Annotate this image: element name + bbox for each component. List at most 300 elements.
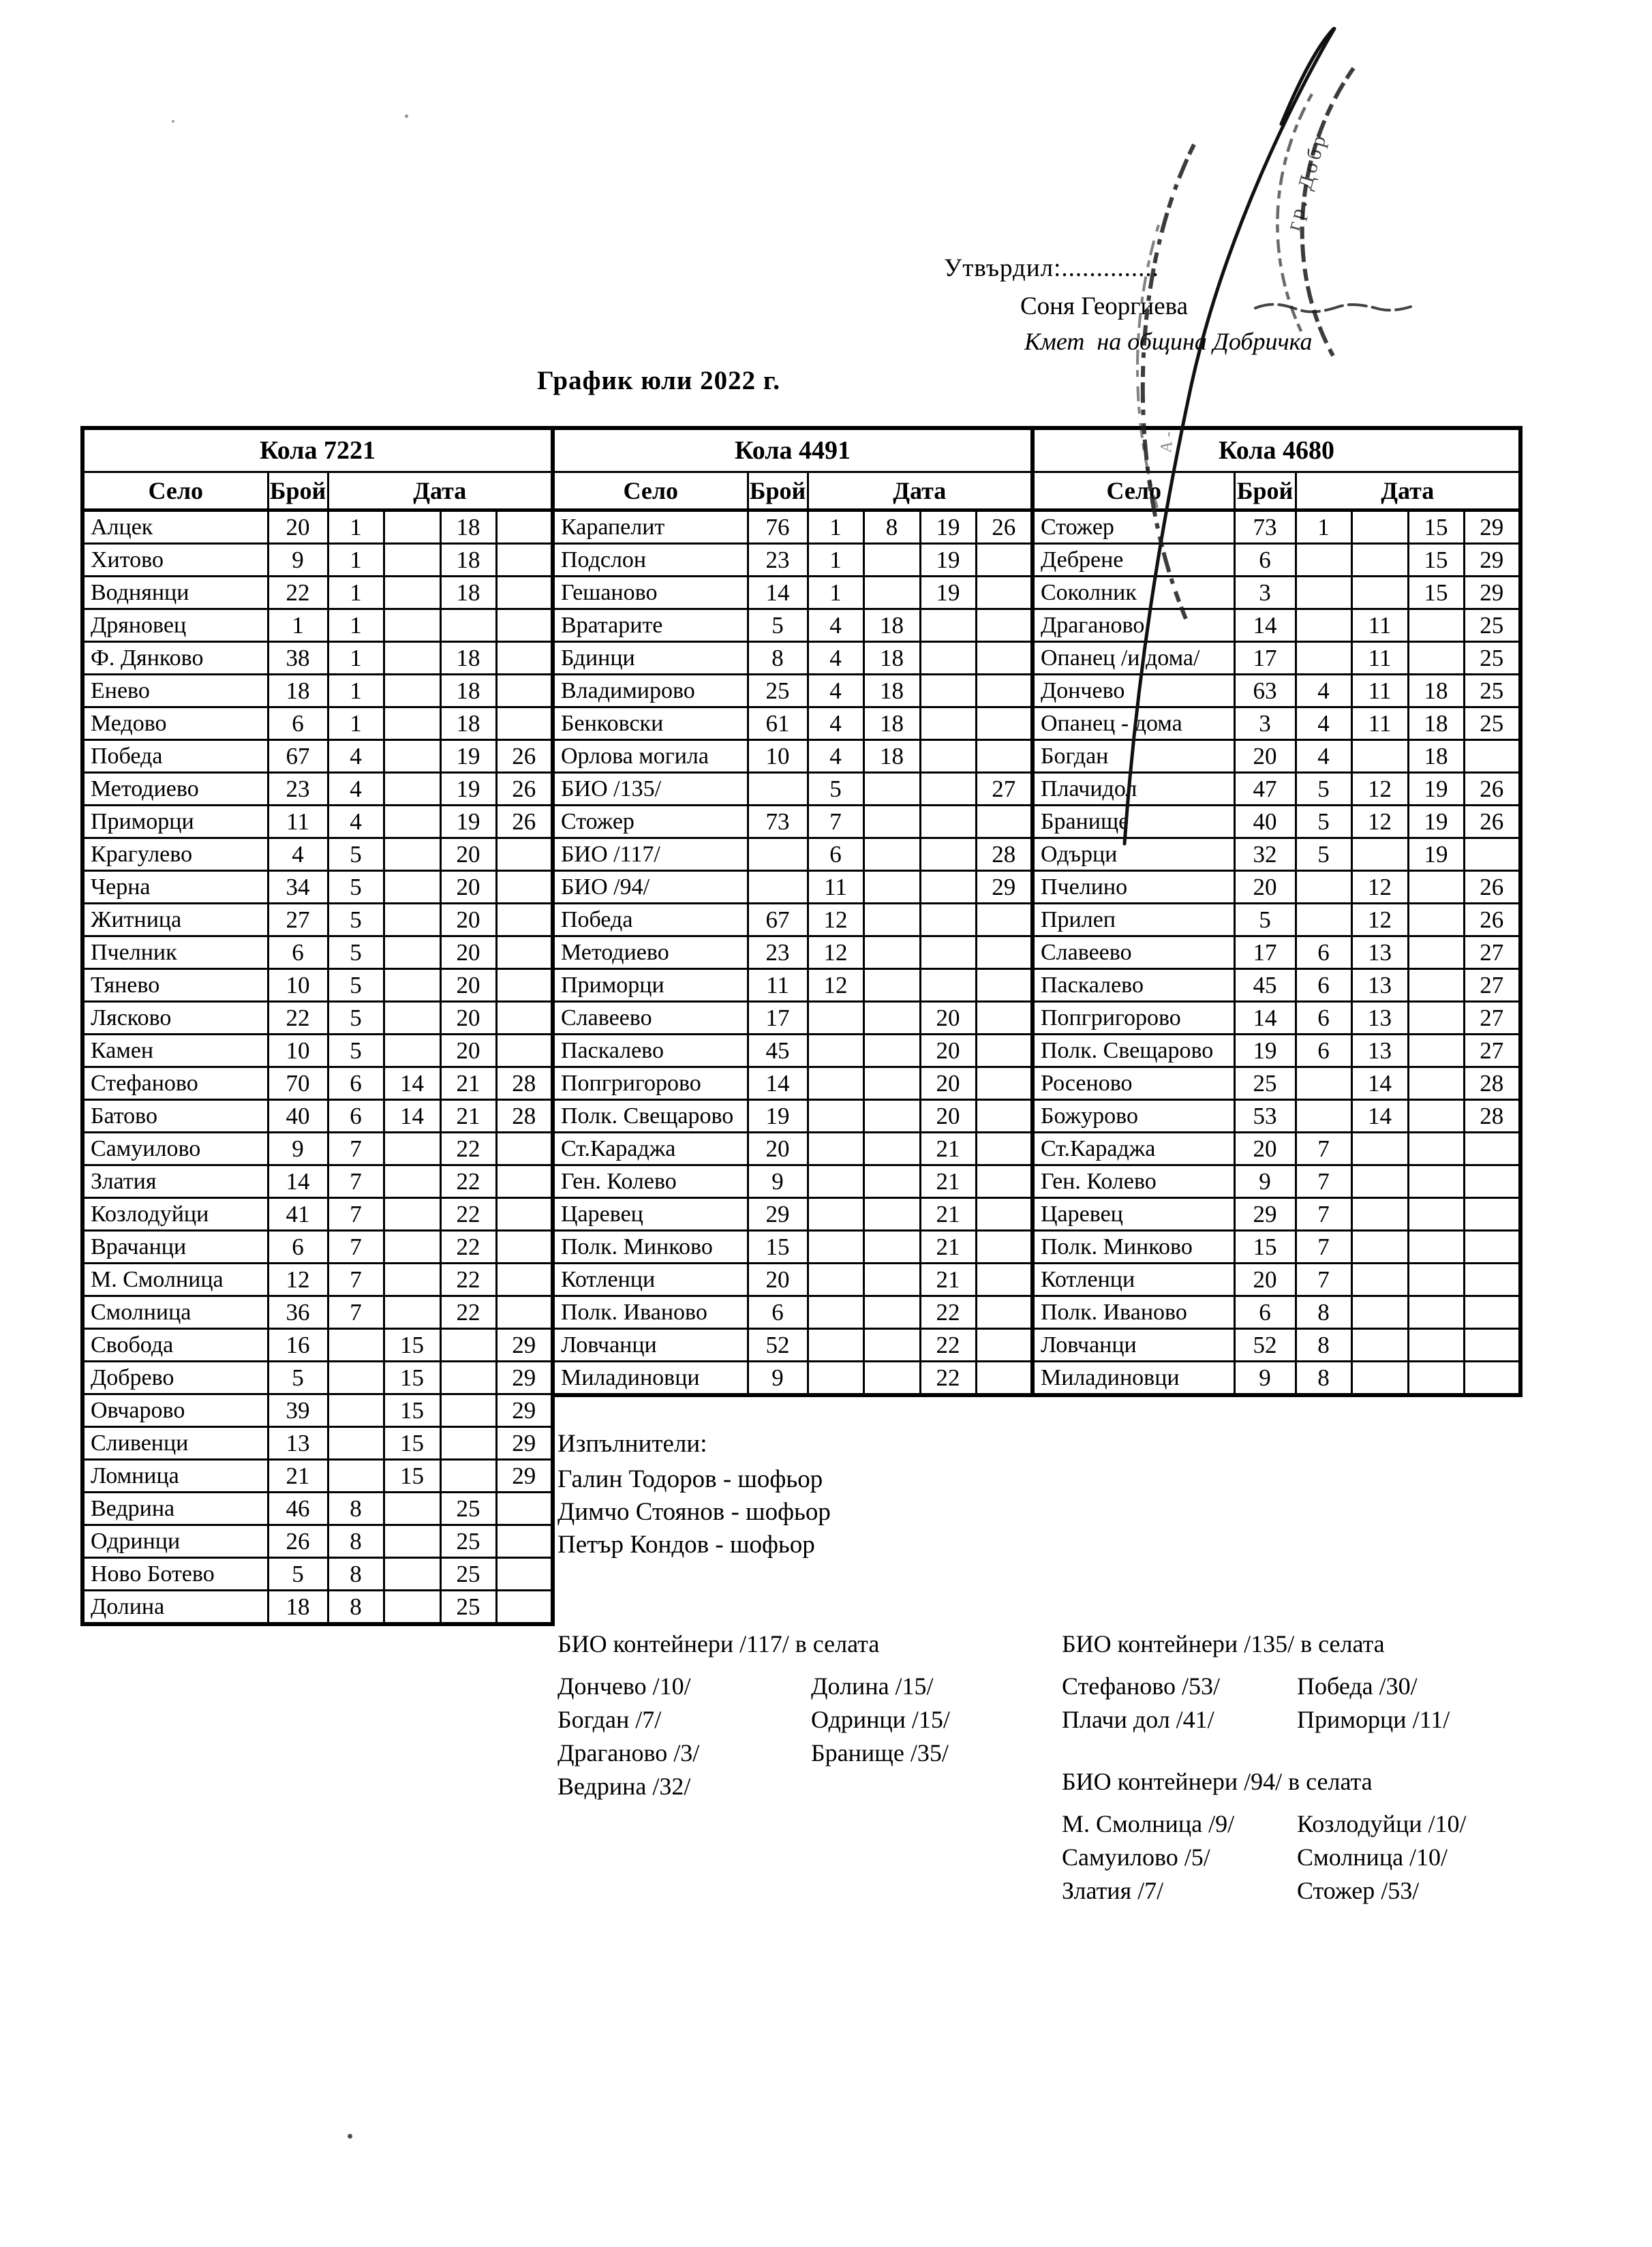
table-row [82,1002,553,1035]
date-cell: 18 [440,675,496,707]
date-cell: 6 [328,1067,384,1100]
date-cell [863,577,920,609]
count-cell: 20 [1234,1133,1296,1165]
village-name-cell: Полк. Минково [553,1231,748,1264]
date-cell [384,936,440,969]
date-cell: 20 [920,1067,976,1100]
table-row [1032,1133,1520,1165]
bio-village-entry: Богдан /7/ [557,1706,662,1733]
bio-village-entry: Победа /30/ [1297,1672,1418,1700]
bio-village-entry: Приморци /11/ [1297,1706,1450,1733]
date-cell: 27 [1464,936,1520,969]
date-cell [1351,1296,1408,1329]
date-cell: 1 [328,609,384,642]
date-cell [920,969,976,1002]
date-cell [1296,871,1351,904]
date-cell [1464,740,1520,773]
date-cell [1408,1165,1464,1198]
date-cell [1464,1296,1520,1329]
date-cell: 7 [328,1165,384,1198]
date-cell [808,1264,863,1296]
date-cell [1408,969,1464,1002]
date-cell: 19 [1408,806,1464,838]
date-cell: 12 [1351,904,1408,936]
village-name-cell: Подслон [553,544,748,577]
date-cell [440,1394,496,1427]
village-name-cell: Попгригорово [1032,1002,1234,1035]
date-cell [384,510,440,544]
date-cell: 15 [384,1427,440,1460]
village-name-cell: Победа [82,740,268,773]
date-cell: 15 [1408,510,1464,544]
column-header-date: Дата [328,472,553,510]
date-cell: 27 [1464,969,1520,1002]
date-cell [496,544,553,577]
bio-94-col2 [1297,1807,1466,1908]
date-cell: 21 [440,1067,496,1100]
column-header-row [553,472,1032,510]
village-name-cell: Камен [82,1035,268,1067]
date-cell [1296,1067,1351,1100]
date-cell: 22 [920,1362,976,1396]
table-row [553,838,1032,871]
date-cell: 15 [1408,544,1464,577]
village-name-cell: Бранище [1032,806,1234,838]
table-row [82,707,553,740]
bio-containers-94-block [1062,1765,1466,1908]
village-name-cell: Свобода [82,1329,268,1362]
date-cell: 15 [384,1394,440,1427]
count-cell: 76 [748,510,808,544]
date-cell [1408,1067,1464,1100]
date-cell: 19 [1408,773,1464,806]
date-cell: 7 [1296,1133,1351,1165]
village-name-cell: Паскалево [1032,969,1234,1002]
date-cell: 12 [808,936,863,969]
count-cell: 21 [268,1460,328,1493]
village-name-cell: Царевец [1032,1198,1234,1231]
date-cell: 29 [1464,544,1520,577]
date-cell: 21 [920,1165,976,1198]
bio-village-entry: Златия /7/ [1062,1877,1164,1904]
count-cell: 47 [1234,773,1296,806]
date-cell [384,1558,440,1591]
village-name-cell: Божурово [1032,1100,1234,1133]
date-cell: 21 [920,1264,976,1296]
village-name-cell: Хитово [82,544,268,577]
date-cell [976,707,1032,740]
date-cell: 18 [440,707,496,740]
date-cell [1464,1165,1520,1198]
table-row [1032,1100,1520,1133]
date-cell [863,1264,920,1296]
table-row [553,773,1032,806]
date-cell: 25 [1464,642,1520,675]
count-cell: 20 [748,1264,808,1296]
bio-village-entry: М. Смолница /9/ [1062,1810,1235,1837]
date-cell: 29 [496,1460,553,1493]
village-name-cell: Ген. Колево [1032,1165,1234,1198]
table-row [1032,838,1520,871]
date-cell: 22 [920,1329,976,1362]
date-cell [440,1427,496,1460]
date-cell: 1 [328,510,384,544]
date-cell: 7 [328,1296,384,1329]
date-cell [863,904,920,936]
date-cell [976,1198,1032,1231]
date-cell: 20 [440,904,496,936]
date-cell: 19 [920,544,976,577]
table-row [82,1427,553,1460]
count-cell: 12 [268,1264,328,1296]
table-row [1032,544,1520,577]
count-cell: 10 [748,740,808,773]
date-cell: 13 [1351,1002,1408,1035]
date-cell: 13 [1351,1035,1408,1067]
village-name-cell: Дебрене [1032,544,1234,577]
date-cell: 8 [328,1591,384,1625]
date-cell: 8 [1296,1329,1351,1362]
count-cell: 5 [268,1362,328,1394]
date-cell: 1 [808,544,863,577]
count-cell: 20 [268,510,328,544]
date-cell [1408,1002,1464,1035]
village-name-cell: Дончево [1032,675,1234,707]
date-cell [976,1296,1032,1329]
count-cell: 11 [748,969,808,1002]
date-cell: 7 [328,1231,384,1264]
date-cell: 18 [863,642,920,675]
date-cell [496,969,553,1002]
bio-village-entry: Самуилово /5/ [1062,1844,1210,1871]
scan-speck [348,2134,352,2139]
date-cell: 26 [496,773,553,806]
village-name-cell: Ломница [82,1460,268,1493]
bio-village-entry: Стожер /53/ [1297,1877,1420,1904]
date-cell: 4 [808,609,863,642]
count-cell: 5 [1234,904,1296,936]
date-cell [384,675,440,707]
date-cell [863,838,920,871]
table-row [82,642,553,675]
count-cell: 41 [268,1198,328,1231]
date-cell: 20 [440,838,496,871]
date-cell: 5 [328,969,384,1002]
village-name-cell: Ф. Дянково [82,642,268,675]
signature-squiggle [1255,305,1411,312]
date-cell [384,577,440,609]
count-cell: 9 [268,1133,328,1165]
column-header-count: Брой [268,472,328,510]
table-row [553,675,1032,707]
date-cell: 4 [328,740,384,773]
date-cell [384,773,440,806]
count-cell: 45 [748,1035,808,1067]
table-row [1032,707,1520,740]
village-name-cell: БИО /94/ [553,871,748,904]
village-name-cell: Попгригорово [553,1067,748,1100]
table-row [82,1525,553,1558]
count-cell: 19 [1234,1035,1296,1067]
date-cell [384,1264,440,1296]
count-cell: 32 [1234,838,1296,871]
table-row [1032,1035,1520,1067]
date-cell: 5 [1296,806,1351,838]
table-row [553,1035,1032,1067]
date-cell: 11 [1351,675,1408,707]
date-cell [384,1493,440,1525]
date-cell [328,1460,384,1493]
village-name-cell: Сливенци [82,1427,268,1460]
date-cell: 11 [1351,707,1408,740]
table-row [553,1329,1032,1362]
count-cell: 1 [268,609,328,642]
column-header-row [1032,472,1520,510]
village-name-cell: Ловчанци [1032,1329,1234,1362]
date-cell [1408,1198,1464,1231]
date-cell: 4 [1296,740,1351,773]
approver-name: Соня Георгиева [1020,292,1189,320]
date-cell: 18 [440,544,496,577]
table-row [553,510,1032,544]
count-cell: 53 [1234,1100,1296,1133]
date-cell [1296,904,1351,936]
date-cell [328,1329,384,1362]
date-cell [863,936,920,969]
date-cell [808,1100,863,1133]
date-cell: 19 [920,577,976,609]
column-header-count: Брой [1234,472,1296,510]
count-cell: 36 [268,1296,328,1329]
date-cell [1296,609,1351,642]
date-cell: 13 [1351,936,1408,969]
date-cell: 26 [1464,904,1520,936]
count-cell: 63 [1234,675,1296,707]
date-cell [1408,1231,1464,1264]
table-row [1032,609,1520,642]
date-cell [863,544,920,577]
date-cell: 19 [440,740,496,773]
village-name-cell: Смолница [82,1296,268,1329]
date-cell [863,1067,920,1100]
date-cell: 7 [808,806,863,838]
count-cell [748,871,808,904]
table-row [553,609,1032,642]
count-cell: 52 [1234,1329,1296,1362]
date-cell [440,609,496,642]
date-cell [863,969,920,1002]
date-cell: 29 [1464,577,1520,609]
date-cell [976,675,1032,707]
table-row [1032,577,1520,609]
count-cell: 40 [268,1100,328,1133]
date-cell [384,707,440,740]
village-name-cell: Богдан [1032,740,1234,773]
date-cell: 28 [496,1067,553,1100]
count-cell: 23 [748,936,808,969]
date-cell [976,1100,1032,1133]
column-header-village: Село [553,472,748,510]
approver-role: Кмет на община Добричка [1024,328,1313,355]
date-cell [976,1165,1032,1198]
date-cell [1408,1329,1464,1362]
table-body [553,510,1032,1396]
count-cell: 46 [268,1493,328,1525]
date-cell [863,1002,920,1035]
table-row [553,642,1032,675]
date-cell: 18 [863,609,920,642]
count-cell: 20 [1234,871,1296,904]
date-cell [976,936,1032,969]
date-cell: 18 [1408,707,1464,740]
date-cell: 28 [496,1100,553,1133]
date-cell: 5 [328,1035,384,1067]
table-row [1032,969,1520,1002]
village-name-cell: Полк. Свещарово [1032,1035,1234,1067]
date-cell [1408,1100,1464,1133]
date-cell [496,1493,553,1525]
date-cell: 21 [920,1133,976,1165]
table-row [82,806,553,838]
date-cell [496,675,553,707]
date-cell [1296,544,1351,577]
executors-list [557,1463,831,1561]
date-cell: 4 [328,773,384,806]
date-cell [920,707,976,740]
count-cell: 39 [268,1394,328,1427]
table-row [553,969,1032,1002]
table-row [1032,1165,1520,1198]
date-cell [384,1165,440,1198]
date-cell: 11 [808,871,863,904]
table-row [82,1362,553,1394]
date-cell [496,642,553,675]
table-row [82,510,553,544]
table-row [553,871,1032,904]
village-name-cell: Ст.Караджа [1032,1133,1234,1165]
village-name-cell: Одърци [1032,838,1234,871]
date-cell [976,969,1032,1002]
bio-village-entry: Долина /15/ [811,1672,934,1700]
date-cell [1408,1296,1464,1329]
date-cell [440,1362,496,1394]
count-cell: 25 [1234,1067,1296,1100]
count-cell: 9 [748,1165,808,1198]
date-cell: 28 [1464,1100,1520,1133]
date-cell [920,838,976,871]
village-name-cell: Драганово [1032,609,1234,642]
stamp-arc-right-outer [1302,68,1353,356]
table-row [553,1067,1032,1100]
date-cell [1408,904,1464,936]
table-row [1032,740,1520,773]
bio-village-entry: Козлодуйци /10/ [1297,1810,1467,1837]
date-cell: 22 [440,1296,496,1329]
count-cell: 11 [268,806,328,838]
date-cell [384,1525,440,1558]
date-cell: 7 [328,1198,384,1231]
date-cell: 22 [440,1165,496,1198]
count-cell: 6 [268,1231,328,1264]
date-cell: 29 [496,1427,553,1460]
date-cell: 28 [1464,1067,1520,1100]
count-cell: 6 [1234,544,1296,577]
date-cell [496,1002,553,1035]
date-cell [1351,1264,1408,1296]
date-cell [976,1264,1032,1296]
scan-speck [405,114,408,118]
approval-label: Утвърдил:.............. [944,254,1159,282]
date-cell: 27 [1464,1002,1520,1035]
count-cell: 22 [268,577,328,609]
village-name-cell: Полк. Свещарово [553,1100,748,1133]
stamp-letter-fragment: А - [1157,430,1178,454]
count-cell: 9 [1234,1362,1296,1396]
count-cell: 73 [748,806,808,838]
village-name-cell: Миладиновци [553,1362,748,1396]
date-cell [496,1525,553,1558]
date-cell [1351,577,1408,609]
table-row [553,1133,1032,1165]
date-cell: 6 [1296,1035,1351,1067]
table-row [1032,1362,1520,1396]
date-cell: 22 [440,1133,496,1165]
date-cell [920,642,976,675]
date-cell: 4 [808,675,863,707]
village-name-cell: БИО /117/ [553,838,748,871]
date-cell: 29 [976,871,1032,904]
village-name-cell: Черна [82,871,268,904]
date-cell: 22 [920,1296,976,1329]
count-cell: 13 [268,1427,328,1460]
date-cell: 6 [1296,969,1351,1002]
date-cell [328,1427,384,1460]
date-cell: 18 [440,642,496,675]
village-name-cell: Бенковски [553,707,748,740]
date-cell [496,609,553,642]
bio-117-heading: БИО контейнери /117/ в селата [557,1630,880,1657]
date-cell: 14 [384,1100,440,1133]
count-cell: 4 [268,838,328,871]
date-cell [1351,1362,1408,1396]
date-cell [384,904,440,936]
village-name-cell: Пчелник [82,936,268,969]
date-cell: 5 [328,936,384,969]
date-cell [1464,838,1520,871]
date-cell [384,969,440,1002]
bio-village-entry: Дончево /10/ [557,1672,691,1700]
village-name-cell: Добрево [82,1362,268,1394]
date-cell: 25 [1464,707,1520,740]
count-cell: 6 [268,707,328,740]
date-cell: 8 [328,1558,384,1591]
date-cell [920,904,976,936]
table-row [1032,642,1520,675]
date-cell: 20 [440,871,496,904]
date-cell: 14 [384,1067,440,1100]
count-cell: 5 [268,1558,328,1591]
date-cell: 12 [808,969,863,1002]
date-cell [920,609,976,642]
village-name-cell: Методиево [553,936,748,969]
count-cell: 20 [748,1133,808,1165]
date-cell: 22 [440,1231,496,1264]
date-cell [496,838,553,871]
count-cell: 5 [748,609,808,642]
date-cell [976,609,1032,642]
signature-stroke-hook [1281,29,1334,124]
table-row [1032,904,1520,936]
